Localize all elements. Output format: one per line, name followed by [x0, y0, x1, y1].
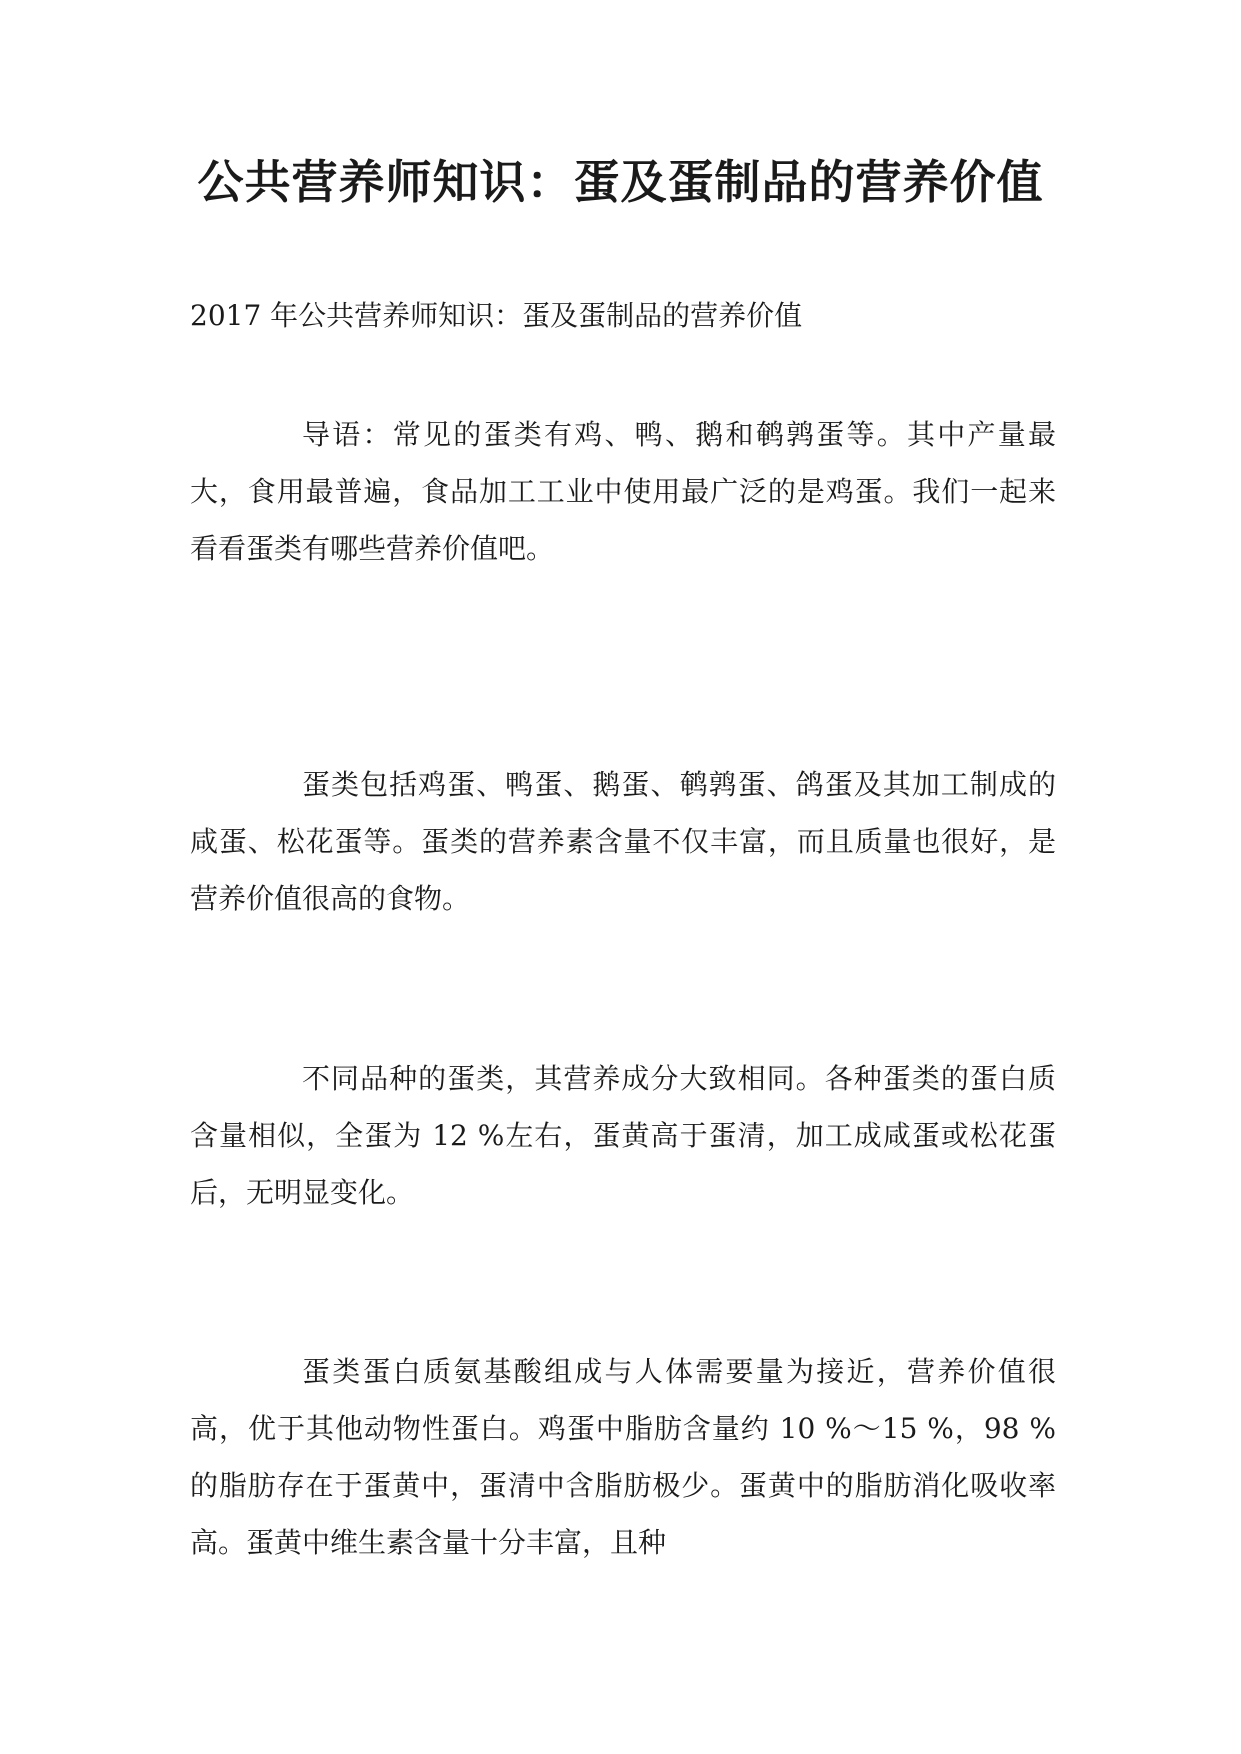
document-title: 公共营养师知识：蛋及蛋制品的营养价值 [197, 155, 1044, 209]
paragraph-amino-acids-fat: 蛋类蛋白质氨基酸组成与人体需要量为接近，营养价值很高，优于其他动物性蛋白。鸡蛋中脂肪含量约 10 %～15 %，98 %的脂肪存在于蛋黄中，蛋清中含脂肪极少。蛋黄中的脂肪消化吸收率高。蛋黄中维生素含量十分丰富，且种 [190, 1355, 1056, 1559]
document-subtitle: 2017 年公共营养师知识：蛋及蛋制品的营养价值 [190, 299, 803, 332]
paragraph-intro: 导语：常见的蛋类有鸡、鸭、鹅和鹌鹑蛋等。其中产量最大，食用最普遍，食品加工工业中使用最广泛的是鸡蛋。我们一起来看看蛋类有哪些营养价值吧。 [190, 418, 1056, 565]
paragraph-egg-types: 蛋类包括鸡蛋、鸭蛋、鹅蛋、鹌鹑蛋、鸽蛋及其加工制成的咸蛋、松花蛋等。蛋类的营养素含量不仅丰富，而且质量也很好，是营养价值很高的食物。 [190, 768, 1056, 915]
paragraph-protein-content: 不同品种的蛋类，其营养成分大致相同。各种蛋类的蛋白质含量相似，全蛋为 12 %左右，蛋黄高于蛋清，加工成咸蛋或松花蛋后，无明显变化。 [190, 1062, 1056, 1209]
